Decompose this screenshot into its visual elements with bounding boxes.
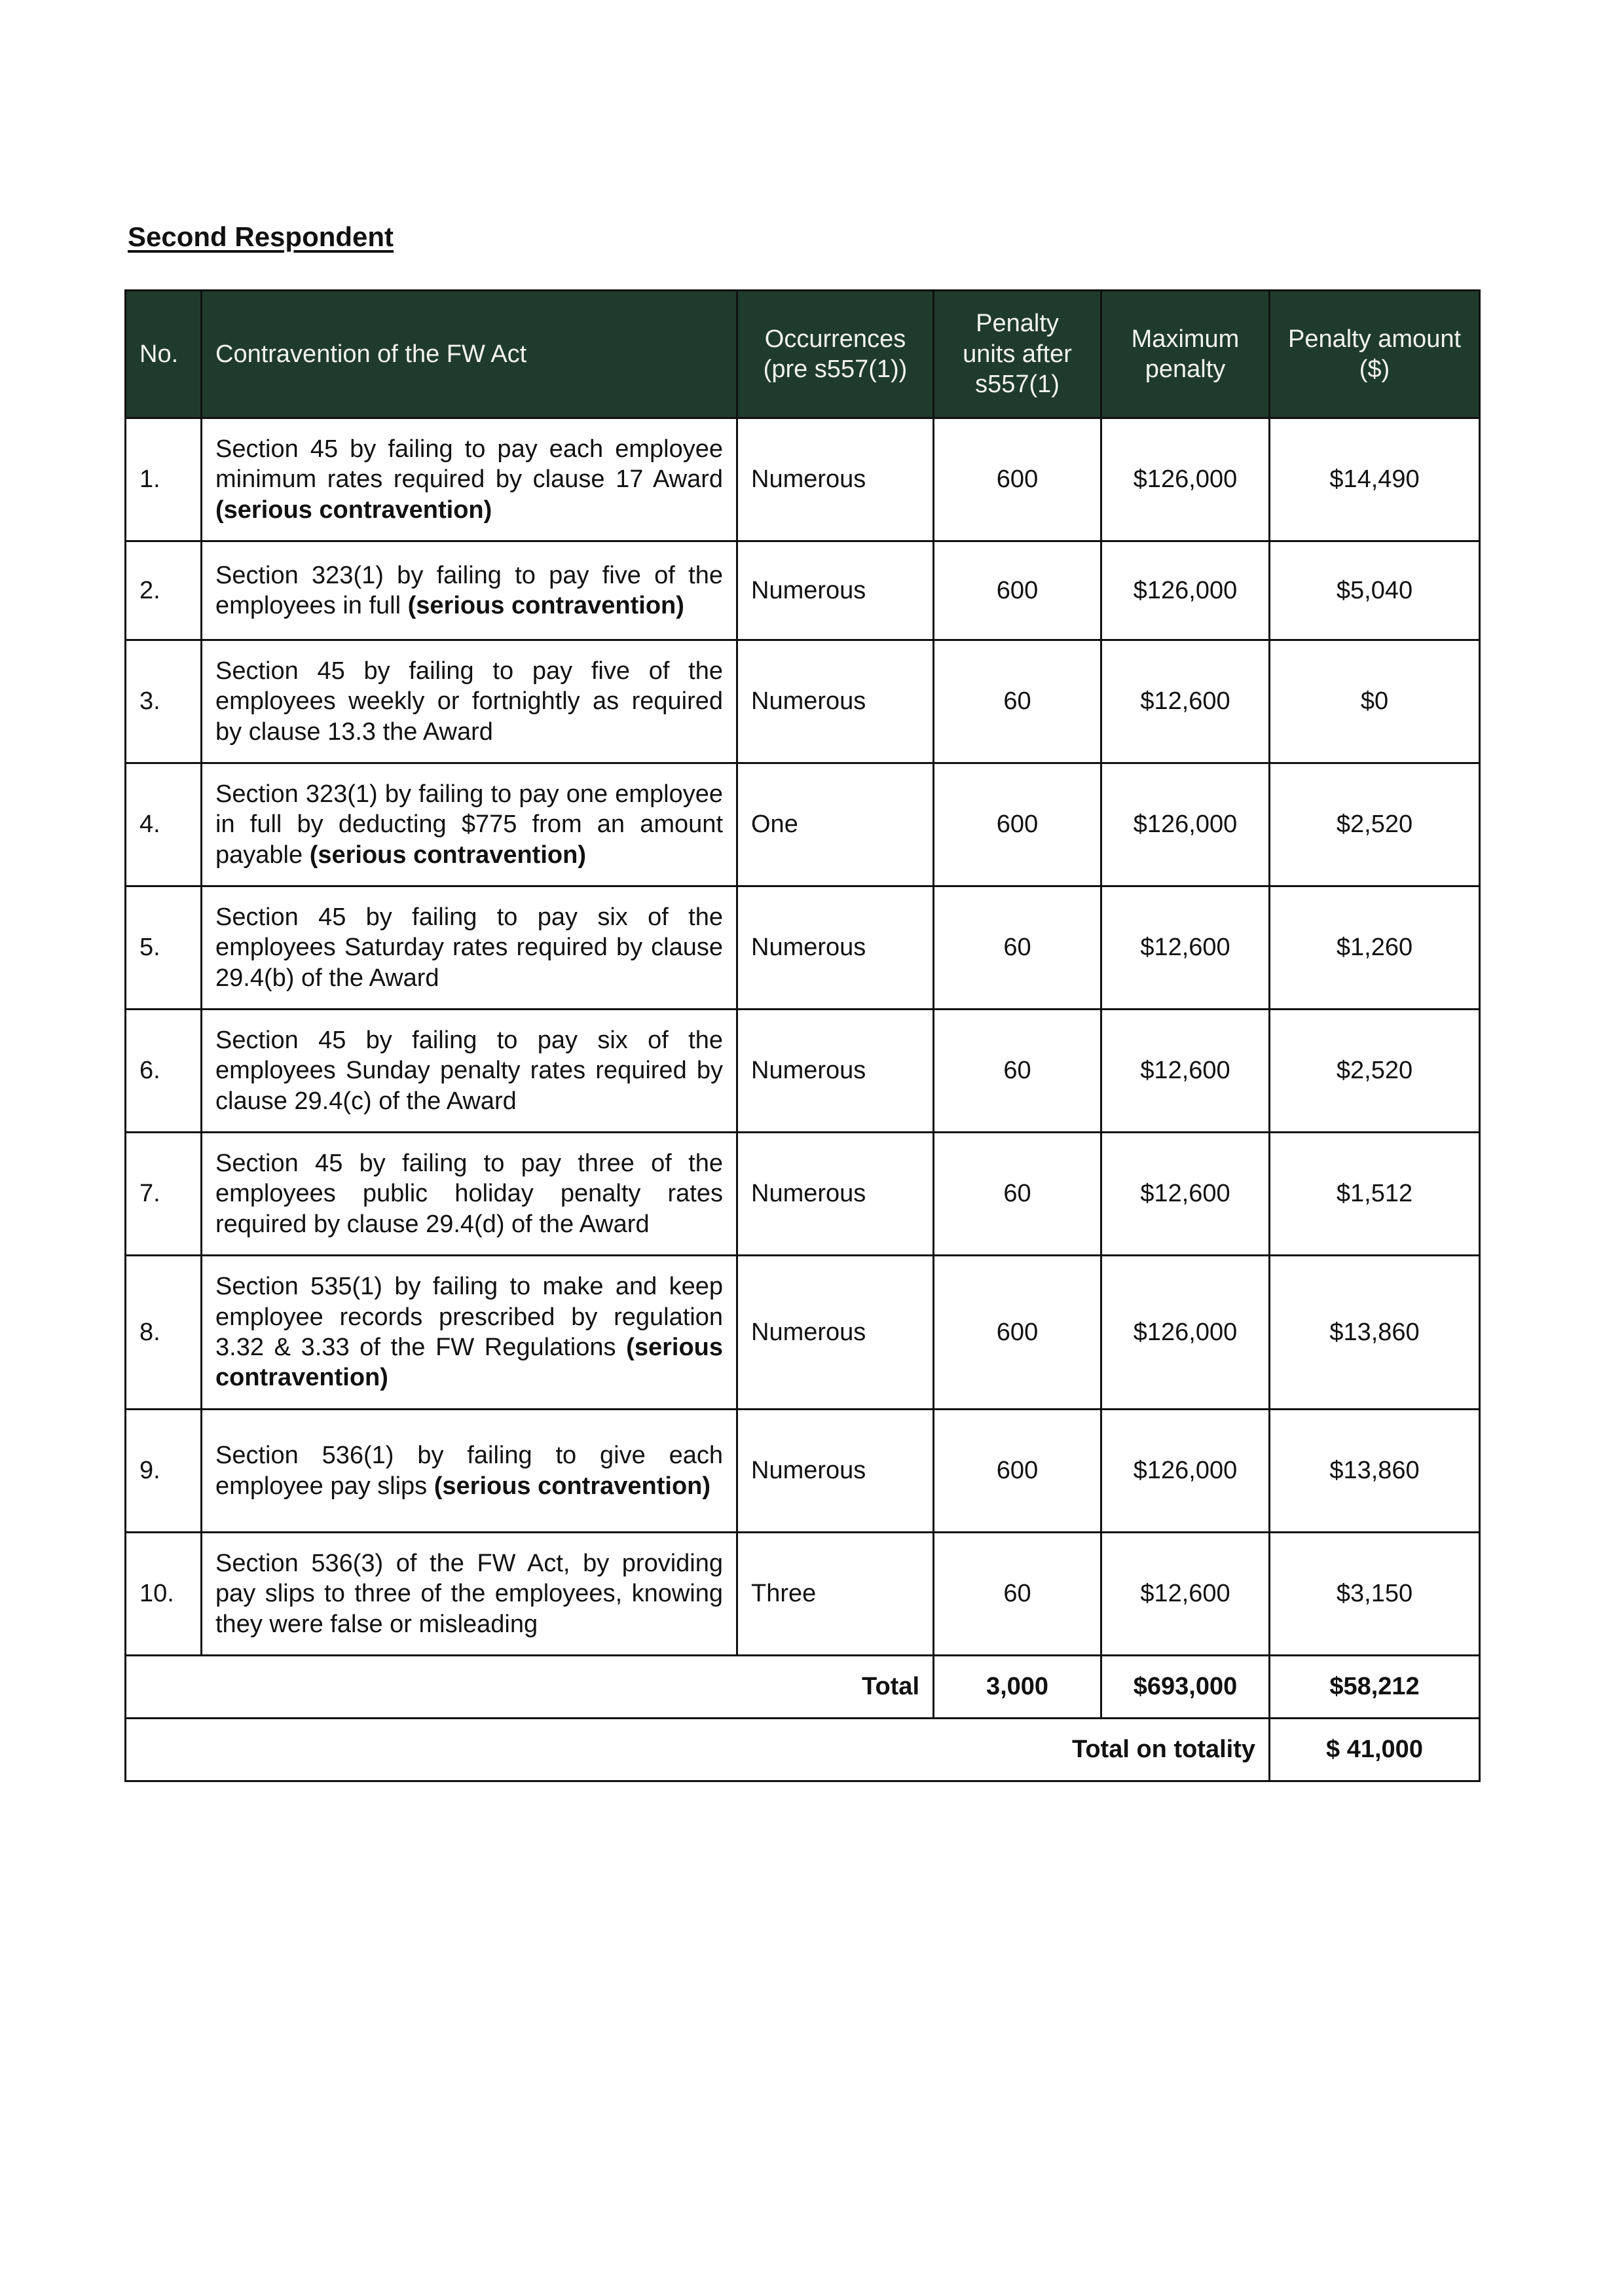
row-penalty-amount: $13,860 bbox=[1270, 1410, 1480, 1533]
contravention-text: Section 323(1) by failing to pay one employee in full by deducting $775 from an amount payable bbox=[215, 780, 723, 869]
row-contravention bbox=[202, 1410, 737, 1533]
row-penalty-units: 60 bbox=[934, 1010, 1101, 1133]
table-row bbox=[126, 1133, 1480, 1256]
table-row bbox=[126, 763, 1480, 886]
row-maximum-penalty: $126,000 bbox=[1101, 541, 1270, 640]
table-header-row bbox=[126, 291, 1480, 418]
totality-amount: $ 41,000 bbox=[1270, 1719, 1480, 1781]
row-contravention bbox=[202, 541, 737, 640]
col-header-contravention: Contravention of the FW Act bbox=[202, 291, 737, 418]
row-number: 10. bbox=[126, 1533, 202, 1656]
row-penalty-units: 60 bbox=[934, 886, 1101, 1010]
row-occurrences: Numerous bbox=[737, 1133, 934, 1256]
col-header-no: No. bbox=[126, 291, 202, 418]
row-penalty-units: 600 bbox=[934, 418, 1101, 541]
total-row bbox=[126, 1656, 1480, 1719]
row-occurrences: Numerous bbox=[737, 886, 934, 1010]
penalty-table bbox=[124, 289, 1481, 1782]
row-occurrences: Numerous bbox=[737, 640, 934, 763]
row-contravention bbox=[202, 640, 737, 763]
serious-contravention-note: (serious contravention) bbox=[434, 1472, 711, 1500]
row-occurrences: Numerous bbox=[737, 1410, 934, 1533]
row-occurrences: One bbox=[737, 763, 934, 886]
contravention-text: Section 45 by failing to pay six of the employees Saturday rates required by clause 29.4(b) of the Award bbox=[215, 903, 723, 992]
contravention-text: Section 536(1) by failing to give each employee pay slips bbox=[215, 1442, 723, 1500]
row-number: 3. bbox=[126, 640, 202, 763]
row-number: 5. bbox=[126, 886, 202, 1010]
row-occurrences: Numerous bbox=[737, 418, 934, 541]
row-occurrences: Three bbox=[737, 1533, 934, 1656]
row-maximum-penalty: $12,600 bbox=[1101, 886, 1270, 1010]
contravention-text: Section 323(1) by failing to pay five of the employees in full bbox=[215, 561, 723, 619]
table-row bbox=[126, 541, 1480, 640]
row-penalty-units: 600 bbox=[934, 763, 1101, 886]
table-row bbox=[126, 640, 1480, 763]
row-penalty-units: 60 bbox=[934, 1533, 1101, 1656]
row-contravention bbox=[202, 418, 737, 541]
row-penalty-amount: $3,150 bbox=[1270, 1533, 1480, 1656]
table-row bbox=[126, 1256, 1480, 1410]
row-number: 2. bbox=[126, 541, 202, 640]
row-penalty-amount: $1,260 bbox=[1270, 886, 1480, 1010]
contravention-text: Section 45 by failing to pay six of the employees Sunday penalty rates required by clause 29.4(c) of the Award bbox=[215, 1026, 723, 1115]
row-maximum-penalty: $126,000 bbox=[1101, 418, 1270, 541]
row-penalty-amount: $14,490 bbox=[1270, 418, 1480, 541]
row-penalty-amount: $5,040 bbox=[1270, 541, 1480, 640]
col-header-penalty-amount: Penalty amount ($) bbox=[1270, 291, 1480, 418]
page-heading: Second Respondent bbox=[128, 221, 394, 252]
contravention-text: Section 535(1) by failing to make and keep employee records prescribed by regulation 3.32 & 3.33 of the FW Regulations bbox=[215, 1273, 723, 1361]
total-units: 3,000 bbox=[934, 1656, 1101, 1719]
row-maximum-penalty: $12,600 bbox=[1101, 1533, 1270, 1656]
contravention-text: Section 45 by failing to pay each employee minimum rates required by clause 17 Award bbox=[215, 435, 723, 494]
row-contravention bbox=[202, 1010, 737, 1133]
table-row bbox=[126, 1010, 1480, 1133]
row-penalty-units: 600 bbox=[934, 1410, 1101, 1533]
table-row bbox=[126, 1410, 1480, 1533]
table-row bbox=[126, 418, 1480, 541]
row-contravention bbox=[202, 886, 737, 1010]
table-row bbox=[126, 1533, 1480, 1656]
row-penalty-amount: $2,520 bbox=[1270, 763, 1480, 886]
totality-row bbox=[126, 1719, 1480, 1781]
row-maximum-penalty: $12,600 bbox=[1101, 1010, 1270, 1133]
row-penalty-amount: $13,860 bbox=[1270, 1256, 1480, 1410]
row-occurrences: Numerous bbox=[737, 541, 934, 640]
col-header-maximum-penalty: Maximum penalty bbox=[1101, 291, 1270, 418]
row-maximum-penalty: $126,000 bbox=[1101, 1410, 1270, 1533]
serious-contravention-note: (serious contravention) bbox=[407, 592, 684, 619]
contravention-text: Section 536(3) of the FW Act, by providing pay slips to three of the employees, knowing they were false or misleading bbox=[215, 1549, 723, 1638]
serious-contravention-note: (serious contravention) bbox=[309, 841, 586, 869]
row-penalty-amount: $0 bbox=[1270, 640, 1480, 763]
total-label: Total bbox=[126, 1656, 934, 1719]
row-number: 1. bbox=[126, 418, 202, 541]
total-amount: $58,212 bbox=[1270, 1656, 1480, 1719]
total-maximum: $693,000 bbox=[1101, 1656, 1270, 1719]
totality-label: Total on totality bbox=[126, 1719, 1270, 1781]
row-penalty-units: 60 bbox=[934, 1133, 1101, 1256]
row-number: 9. bbox=[126, 1410, 202, 1533]
row-penalty-amount: $1,512 bbox=[1270, 1133, 1480, 1256]
row-penalty-units: 60 bbox=[934, 640, 1101, 763]
col-header-penalty-units: Penalty units after s557(1) bbox=[934, 291, 1101, 418]
row-number: 7. bbox=[126, 1133, 202, 1256]
row-penalty-units: 600 bbox=[934, 541, 1101, 640]
row-maximum-penalty: $12,600 bbox=[1101, 1133, 1270, 1256]
row-contravention bbox=[202, 1133, 737, 1256]
row-number: 6. bbox=[126, 1010, 202, 1133]
table-row bbox=[126, 886, 1480, 1010]
row-occurrences: Numerous bbox=[737, 1256, 934, 1410]
contravention-text: Section 45 by failing to pay five of the employees weekly or fortnightly as required by clause 13.3 the Award bbox=[215, 657, 723, 746]
col-header-occurrences: Occurrences (pre s557(1)) bbox=[737, 291, 934, 418]
row-occurrences: Numerous bbox=[737, 1010, 934, 1133]
row-contravention bbox=[202, 1256, 737, 1410]
row-contravention bbox=[202, 1533, 737, 1656]
row-maximum-penalty: $12,600 bbox=[1101, 640, 1270, 763]
contravention-text: Section 45 by failing to pay three of the employees public holiday penalty rates required by clause 29.4(d) of the Award bbox=[215, 1149, 723, 1238]
row-number: 8. bbox=[126, 1256, 202, 1410]
row-maximum-penalty: $126,000 bbox=[1101, 1256, 1270, 1410]
row-penalty-amount: $2,520 bbox=[1270, 1010, 1480, 1133]
serious-contravention-note: (serious contravention) bbox=[215, 1334, 723, 1392]
row-number: 4. bbox=[126, 763, 202, 886]
serious-contravention-note: (serious contravention) bbox=[215, 496, 492, 524]
row-maximum-penalty: $126,000 bbox=[1101, 763, 1270, 886]
row-contravention bbox=[202, 763, 737, 886]
row-penalty-units: 600 bbox=[934, 1256, 1101, 1410]
